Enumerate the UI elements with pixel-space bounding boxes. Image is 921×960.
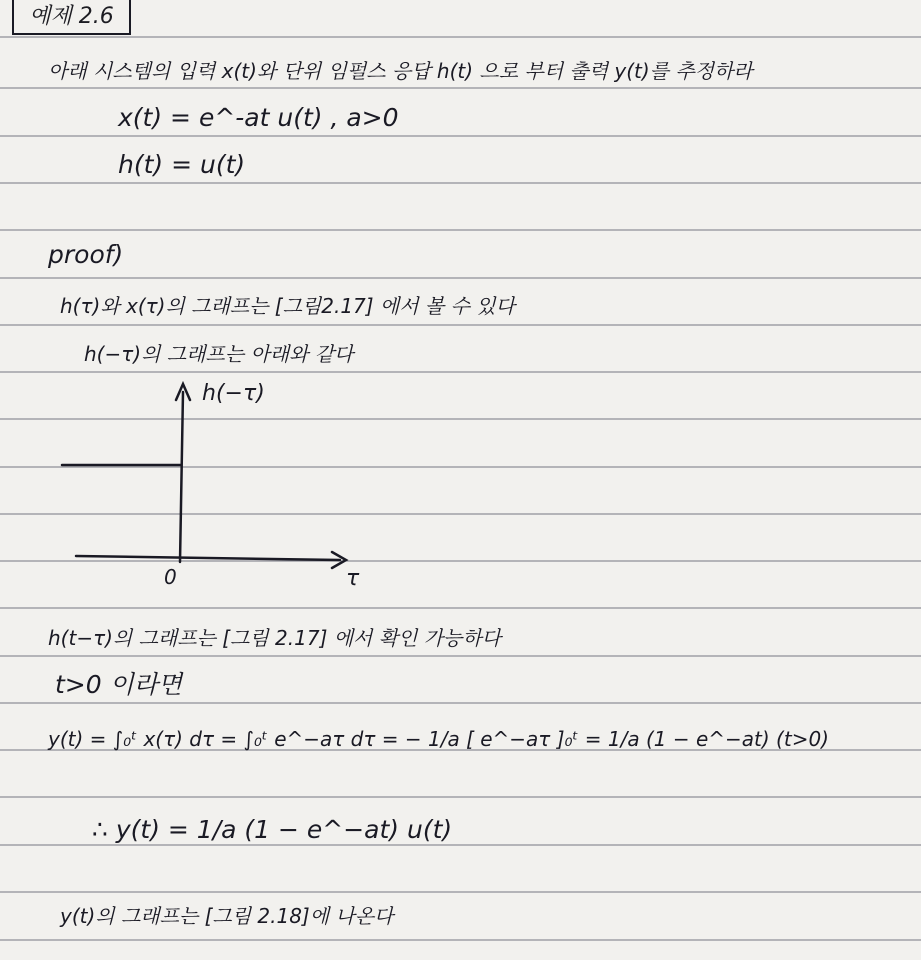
origin-label: 0	[164, 565, 177, 589]
problem-statement: 아래 시스템의 입력 x(t)와 단위 임펄스 응답 h(t) 으로 부터 출력 y(t)를 추정하라	[48, 59, 753, 83]
main-derivation-equation: y(t) = ∫₀ᵗ x(τ) dτ = ∫₀ᵗ e^−aτ dτ = − 1/a [ e^−aτ ]₀ᵗ = 1/a (1 − e^−at) (t>0)	[48, 727, 829, 751]
proof-line-2: h(−τ)의 그래프는 아래와 같다	[84, 342, 354, 366]
proof-line-1: h(τ)와 x(τ)의 그래프는 [그림2.17] 에서 볼 수 있다	[60, 294, 515, 318]
proof-label: proof)	[48, 240, 124, 269]
impulse-response-equation: h(t) = u(t)	[118, 150, 246, 179]
x-axis-label: τ	[346, 566, 360, 590]
example-title: 예제 2.6	[12, 0, 131, 35]
result-equation: ∴ y(t) = 1/a (1 − e^−at) u(t)	[92, 815, 453, 844]
input-equation: x(t) = e^-at u(t) , a>0	[118, 103, 399, 132]
h-minus-tau-graph	[40, 370, 380, 590]
proof-line-3: h(t−τ)의 그래프는 [그림 2.17] 에서 확인 가능하다	[48, 626, 502, 650]
y-axis	[180, 392, 183, 562]
conclusion-line: y(t)의 그래프는 [그림 2.18]에 나온다	[60, 904, 394, 928]
proof-line-4: t>0 이라면	[55, 670, 183, 699]
x-axis	[76, 556, 340, 560]
y-axis-label: h(−τ)	[202, 381, 265, 406]
